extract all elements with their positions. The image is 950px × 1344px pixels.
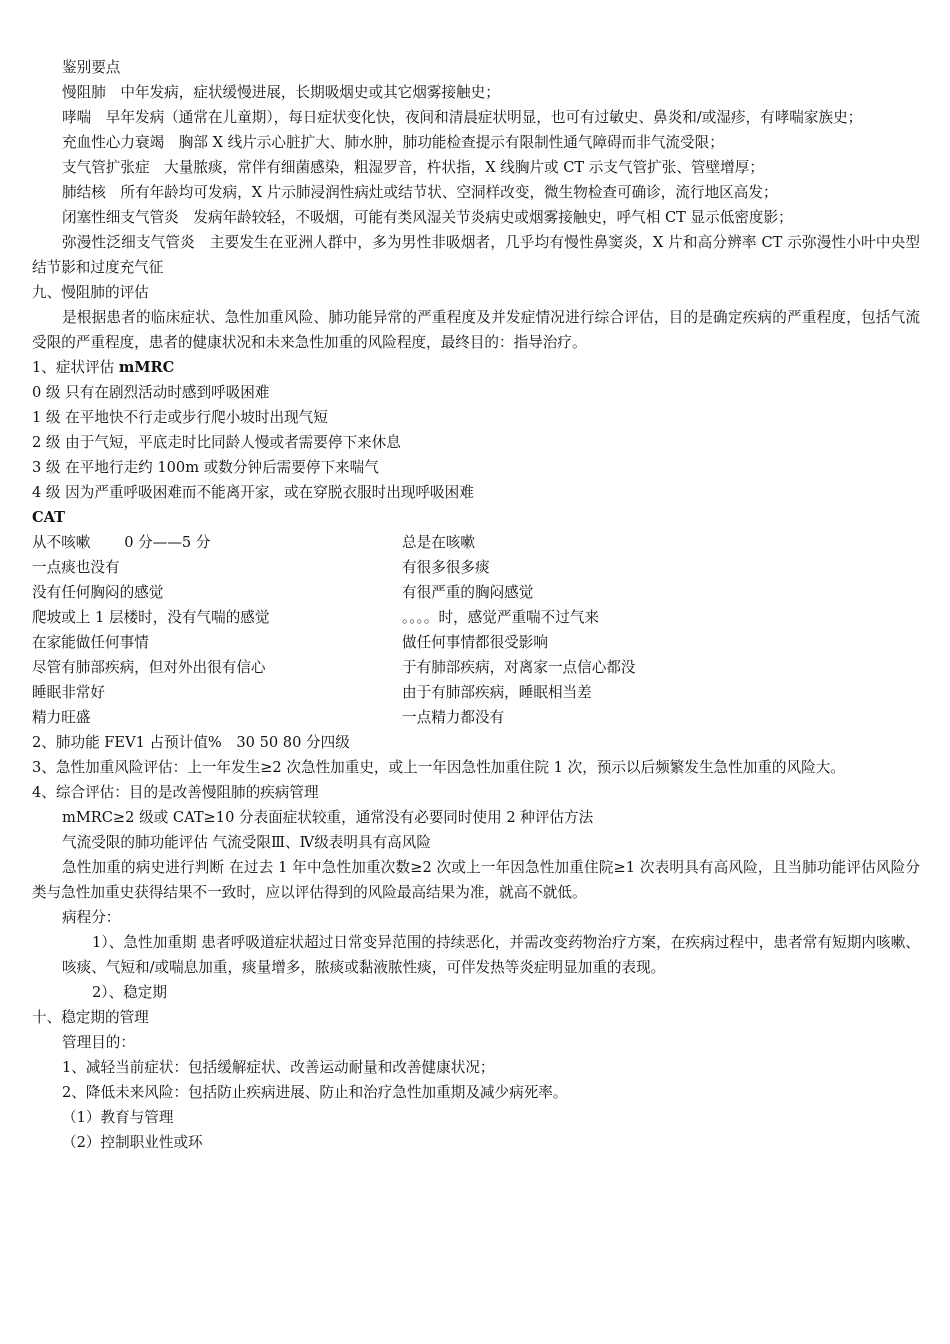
goal-subitem-2: （2）控制职业性或环: [62, 1134, 203, 1151]
cat-row-right: 由于有肺部疾病，睡眠相当差: [402, 684, 592, 701]
goal-title: 管理目的：: [62, 1034, 135, 1051]
combined-airflow: 气流受限的肺功能评估 气流受限Ⅲ、Ⅳ级表明具有高风险: [62, 834, 431, 851]
acute-phase-paragraph: 1）、急性加重期 患者呼吸道症状超过日常变异范围的持续恶化，并需改变药物治疗方案，在疾病过程中，患者常有短期内咳嗽、咳痰、气短和/或喘息加重，痰量增多，脓痰或黏液脓性痰，可伴发热等炎症明显加重的表现。: [62, 934, 920, 976]
cat-row-left: 精力旺盛: [32, 709, 91, 726]
mmrc-level-0: 0 级 只有在剧烈活动时感到呼吸困难: [32, 384, 270, 401]
cat-row-left: 尽管有肺部疾病，但对外出很有信心: [32, 659, 266, 676]
cat-table: [32, 530, 920, 730]
goal-subitem-1: （1）教育与管理: [62, 1109, 174, 1126]
mmrc-level-4: 4 级 因为严重呼吸困难而不能离开家，或在穿脱衣服时出现呼吸困难: [32, 484, 474, 501]
section-9-title: 九、慢阻肺的评估: [32, 284, 149, 301]
mmrc-level-3: 3 级 在平地行走约 100m 或数分钟后需要停下来喘气: [32, 459, 379, 476]
cat-title: CAT: [32, 509, 65, 526]
diff-bronchiectasis: 支气管扩张症 大量脓痰，常伴有细菌感染，粗湿罗音，杵状指，X 线胸片或 CT 示支气管扩张、管壁增厚；: [62, 159, 764, 176]
diff-heading: 鉴别要点: [62, 59, 121, 76]
cat-row: [32, 605, 920, 630]
mmrc-level-2: 2 级 由于气短，平底走时比同龄人慢或者需要停下来休息: [32, 434, 401, 451]
cat-row-right: 。。。。时，感觉严重喘不过气来: [402, 609, 600, 626]
mmrc-title-prefix: 1、症状评估: [32, 359, 119, 376]
mmrc-title-bold: mMRC: [118, 359, 175, 376]
cat-row: [32, 630, 920, 655]
diff-bronchiolitis: 闭塞性细支气管炎 发病年龄较轻，不吸烟，可能有类风湿关节炎病史或烟雾接触史，呼气相 CT 显示低密度影；: [62, 209, 793, 226]
exacerbation-paragraph: 3、急性加重风险评估：上一年发生≥2 次急性加重史，或上一年因急性加重住院 1 次，预示以后频繁发生急性加重的风险大。: [32, 759, 845, 776]
section-9-paragraph: 是根据患者的临床症状、急性加重风险、肺功能异常的严重程度及并发症情况进行综合评估，目的是确定疾病的严重程度，包括气流受限的严重程度，患者的健康状况和未来急性加重的风险程度，最终目的：指导治疗。: [32, 309, 920, 351]
diff-copd: 慢阻肺 中年发病，症状缓慢进展，长期吸烟史或其它烟雾接触史；: [62, 84, 500, 101]
cat-row: [32, 580, 920, 605]
cat-row-left: 爬坡或上 1 层楼时，没有气喘的感觉: [32, 609, 270, 626]
cat-row-right: 有很多很多痰: [402, 559, 490, 576]
cat-row: [32, 555, 920, 580]
cat-row: [32, 655, 920, 680]
cat-row-right: 做任何事情都很受影响: [402, 634, 548, 651]
cat-row-right: 总是在咳嗽: [402, 534, 475, 551]
diff-asthma: 哮喘 早年发病（通常在儿童期），每日症状变化快，夜间和清晨症状明显，也可有过敏史、鼻炎和/或湿疹，有哮喘家族史；: [62, 109, 863, 126]
cat-row-right: 有很严重的胸闷感觉: [402, 584, 534, 601]
cat-row: [32, 705, 920, 730]
cat-row-right: 于有肺部疾病，对离家一点信心都没: [402, 659, 636, 676]
goal-item-1: 1、减轻当前症状：包括缓解症状、改善运动耐量和改善健康状况；: [62, 1059, 495, 1076]
cat-row: [32, 680, 920, 705]
cat-row-left: 一点痰也没有: [32, 559, 120, 576]
diff-tuberculosis: 肺结核 所有年龄均可发病，X 片示肺浸润性病灶或结节状、空洞样改变，微生物检查可确诊，流行地区高发；: [62, 184, 778, 201]
cat-row-left: 没有任何胸闷的感觉: [32, 584, 164, 601]
combined-title: 4、综合评估：目的是改善慢阻肺的疾病管理: [32, 784, 319, 801]
goal-item-2: 2、降低未来风险：包括防止疾病进展、防止和治疗急性加重期及减少病死率。: [62, 1084, 568, 1101]
cat-row: [32, 530, 920, 555]
cat-row-right: 一点精力都没有: [402, 709, 505, 726]
stable-phase-line: 2）、稳定期: [92, 984, 167, 1001]
cat-row-left: 从不咳嗽 0 分——5 分: [32, 534, 211, 551]
diff-heart-failure: 充血性心力衰竭 胸部 X 线片示心脏扩大、肺水肿，肺功能检查提示有限制性通气障碍而非气流受限；: [62, 134, 724, 151]
mmrc-title: [32, 355, 920, 380]
cat-row-left: 在家能做任何事情: [32, 634, 149, 651]
combined-mmrc-cat: mMRC≥2 级或 CAT≥10 分表面症状较重，通常没有必要同时使用 2 种评估方法: [62, 809, 594, 826]
diff-panbronchiolitis: 弥漫性泛细支气管炎 主要发生在亚洲人群中，多为男性非吸烟者，几乎均有慢性鼻窦炎，X 片和高分辨率 CT 示弥漫性小叶中央型结节影和过度充气征: [32, 234, 920, 276]
mmrc-level-1: 1 级 在平地快不行走或步行爬小坡时出现气短: [32, 409, 328, 426]
history-paragraph: 急性加重的病史进行判断 在过去 1 年中急性加重次数≥2 次或上一年因急性加重住院≥1 次表明具有高风险，且当肺功能评估风险分类与急性加重史获得结果不一致时，应以评估得到的风险最高结果为准，就高不就低。: [32, 859, 920, 901]
document-body: [32, 55, 920, 1155]
staging-title: 病程分：: [62, 909, 121, 926]
cat-row-left: 睡眠非常好: [32, 684, 105, 701]
section-10-title: 十、稳定期的管理: [32, 1009, 149, 1026]
lung-function-line: 2、肺功能 FEV1 占预计值% 30 50 80 分四级: [32, 734, 350, 751]
